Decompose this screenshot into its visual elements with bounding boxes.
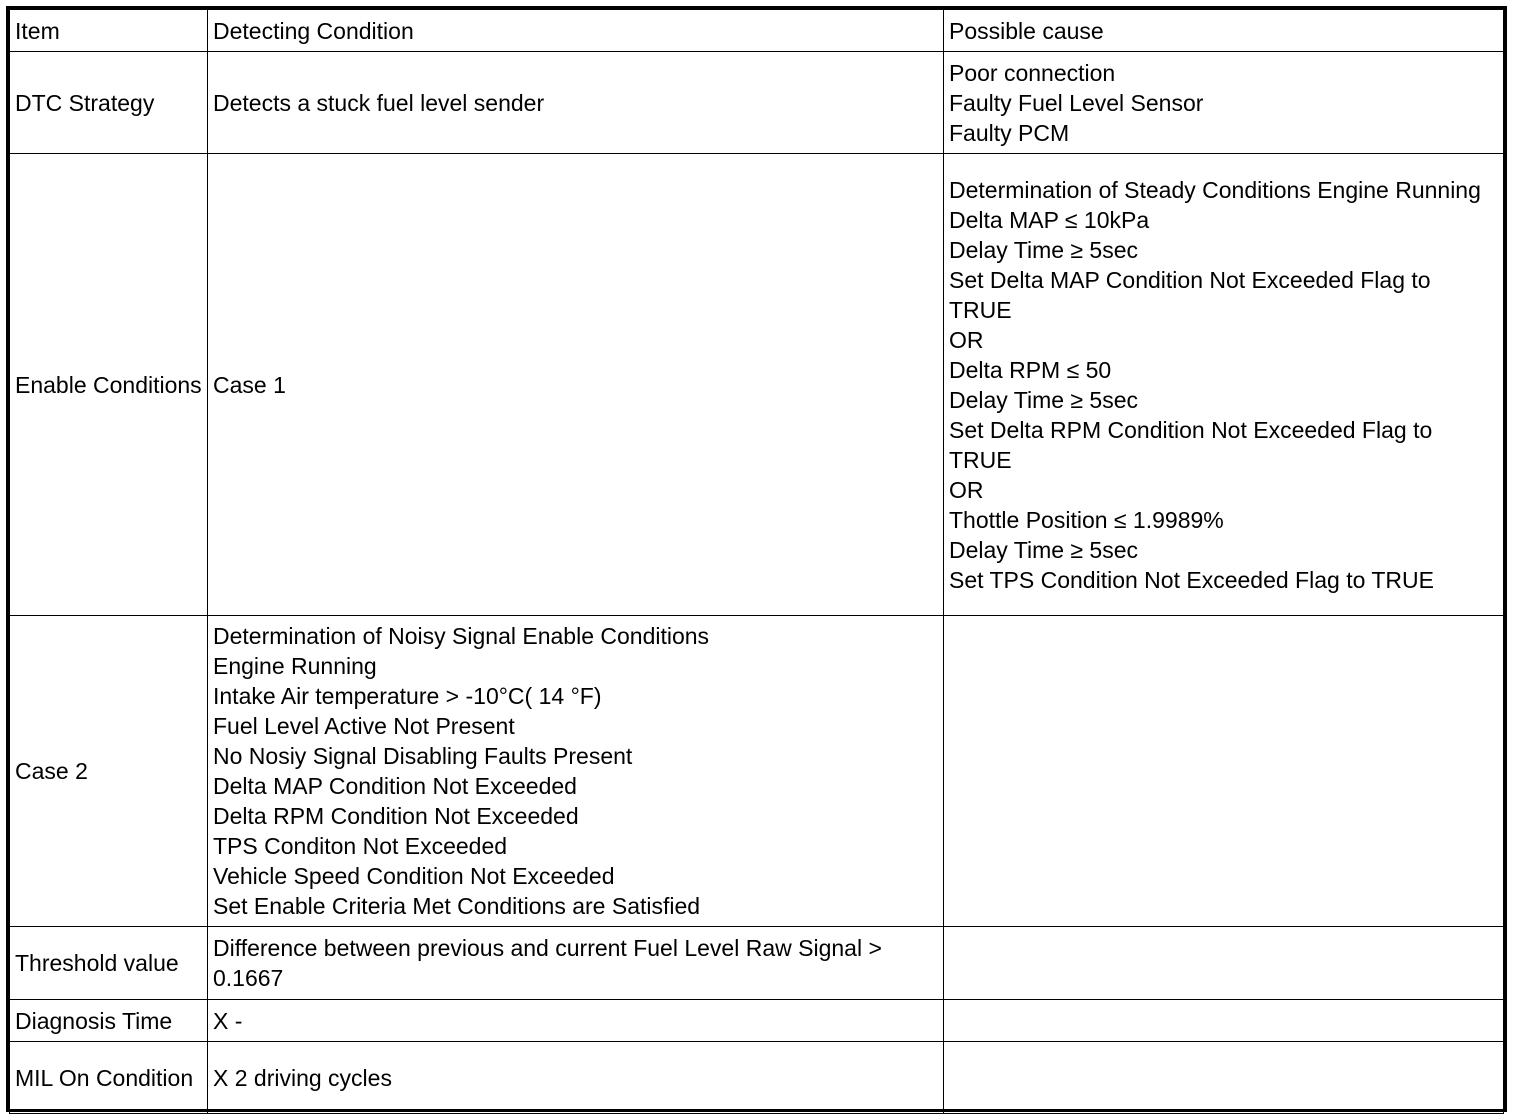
cell-line: Delta MAP ≤ 10kPa <box>949 206 1150 233</box>
cell-line: Delta RPM ≤ 50 <box>949 356 1112 383</box>
cell-line: Delay Time ≥ 5sec <box>949 386 1139 413</box>
cell-line: Poor connection <box>949 59 1116 86</box>
cell-line: Set Enable Criteria Met Conditions are Satisfied <box>213 893 701 919</box>
cell-line: TPS Conditon Not Exceeded <box>213 833 508 859</box>
cell-line: Delay Time ≥ 5sec <box>949 236 1139 263</box>
dtc-table-frame <box>6 6 1507 1112</box>
cell-line: Detects a stuck fuel level sender <box>213 89 545 116</box>
cell-detecting <box>208 1042 944 1114</box>
cell-cause <box>944 927 1504 1000</box>
table-row-diagnosis-time <box>10 1000 1504 1042</box>
cell-detecting <box>208 52 944 154</box>
cell-line: Set Delta RPM Condition Not Exceeded Flag to TRUE <box>949 416 1433 473</box>
cell-line: Engine Running <box>213 653 377 679</box>
cell-line: X - <box>213 1007 243 1034</box>
cell-detecting <box>208 616 944 927</box>
cell-line: Fuel Level Active Not Present <box>213 713 515 739</box>
cell-detecting <box>208 1000 944 1042</box>
cell-line: Case 1 <box>213 371 286 398</box>
cell-item: DTC Strategy <box>10 52 208 154</box>
cell-item: Enable Conditions <box>10 154 208 616</box>
cell-cause <box>944 1042 1504 1114</box>
table-row-case-2 <box>10 616 1504 927</box>
header-item: Item <box>10 10 208 52</box>
cell-line: Determination of Noisy Signal Enable Conditions <box>213 623 710 649</box>
cell-item: Case 2 <box>10 616 208 927</box>
cell-line: Vehicle Speed Condition Not Exceeded <box>213 863 615 889</box>
cell-line: Faulty Fuel Level Sensor <box>949 89 1204 116</box>
table-row-dtc-strategy <box>10 52 1504 154</box>
cell-line: Set Delta MAP Condition Not Exceeded Flag to TRUE <box>949 266 1431 323</box>
cell-line: Delta RPM Condition Not Exceeded <box>213 803 579 829</box>
header-possible-cause: Possible cause <box>944 10 1504 52</box>
cell-line: Thottle Position ≤ 1.9989% <box>949 506 1224 533</box>
dtc-table <box>9 9 1504 1114</box>
cell-detecting <box>208 154 944 616</box>
cell-line: Determination of Steady Conditions Engine Running <box>949 176 1481 203</box>
table-row-threshold-value <box>10 927 1504 1000</box>
cell-line: X 2 driving cycles <box>213 1064 392 1091</box>
cell-item: Diagnosis Time <box>10 1000 208 1042</box>
cell-line: OR <box>949 326 984 353</box>
cell-line: Intake Air temperature > -10°C( 14 °F) <box>213 683 602 709</box>
cell-line: Faulty PCM <box>949 119 1070 146</box>
table-header-row <box>10 10 1504 52</box>
cell-cause <box>944 154 1504 616</box>
header-detecting-condition: Detecting Condition <box>208 10 944 52</box>
cell-line: Difference between previous and current Fuel Level Raw Signal > 0.1667 <box>213 935 882 991</box>
table-row-mil-on-condition <box>10 1042 1504 1114</box>
cell-line: No Nosiy Signal Disabling Faults Present <box>213 743 633 769</box>
cell-item: MIL On Condition <box>10 1042 208 1114</box>
cell-cause <box>944 1000 1504 1042</box>
cell-item: Threshold value <box>10 927 208 1000</box>
cell-detecting <box>208 927 944 1000</box>
cell-line: OR <box>949 476 984 503</box>
cell-cause <box>944 52 1504 154</box>
table-row-enable-conditions <box>10 154 1504 616</box>
cell-line: Delay Time ≥ 5sec <box>949 536 1139 563</box>
cell-cause <box>944 616 1504 927</box>
cell-line: Delta MAP Condition Not Exceeded <box>213 773 577 799</box>
cell-line: Set TPS Condition Not Exceeded Flag to TRUE <box>949 566 1434 593</box>
